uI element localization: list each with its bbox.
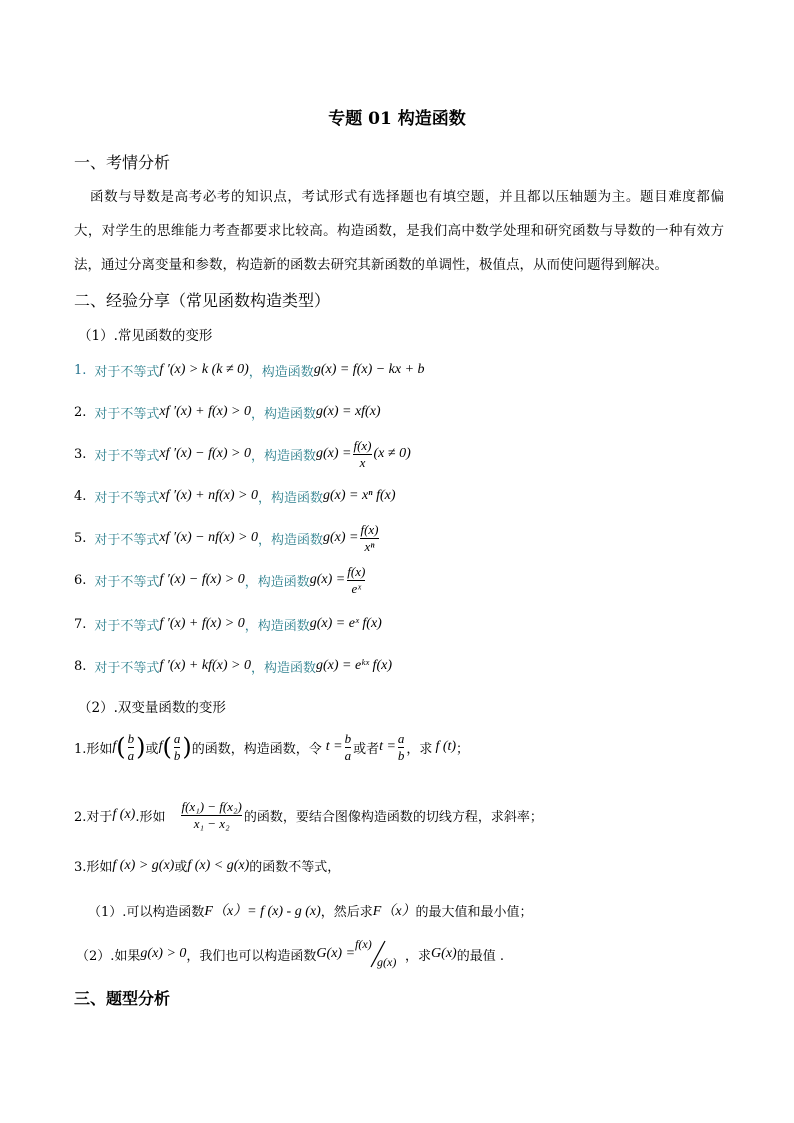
difference-function: F（x）= f (x) - g (x) xyxy=(204,904,321,919)
f-of-t: f (t) xyxy=(435,739,457,754)
item-mid: ，构造函数 xyxy=(257,490,323,506)
section-heading-2: 二、经验分享（常见函数构造类型） xyxy=(74,291,331,310)
rule-3-lead: 3.形如 xyxy=(74,860,113,875)
inequality: f ′(x) − f(x) > 0 xyxy=(159,572,245,587)
option-1-middle: ，然后求 xyxy=(320,904,373,920)
fraction xyxy=(174,731,181,764)
numerator: b xyxy=(344,730,352,746)
construction-item xyxy=(74,434,411,474)
rule-3-option-2 xyxy=(76,936,504,972)
item-prefix: 对于不等式 xyxy=(94,364,160,380)
fraction xyxy=(353,438,371,471)
numerator: f(x) xyxy=(353,437,372,453)
item-number: 4. xyxy=(74,488,87,504)
numerator: f(x₁) − f(x₂) xyxy=(181,798,242,814)
inequality: f ′(x) + kf(x) > 0 xyxy=(159,658,251,673)
item-number: 3. xyxy=(74,446,87,462)
fraction xyxy=(347,564,365,597)
left-paren: ( xyxy=(116,733,126,761)
subheading-common-functions: （1）.常见函数的变形 xyxy=(78,328,213,344)
numerator: f(x) xyxy=(355,937,372,951)
construction-item xyxy=(74,518,381,558)
semicolon: ； xyxy=(456,741,470,757)
constructed-function: g(x) = eᵏˣ f(x) xyxy=(315,658,392,673)
item-mid: ，构造函数 xyxy=(257,532,323,548)
denominator: a xyxy=(344,747,352,763)
section-heading-3: 三、题型分析 xyxy=(74,989,171,1008)
option-1-tail: 的最大值和最小值； xyxy=(415,904,533,920)
item-number: 2. xyxy=(74,404,87,420)
constructed-function: g(x) = xⁿ f(x) xyxy=(322,488,396,503)
right-paren: ) xyxy=(136,733,146,761)
construction-item xyxy=(74,560,367,600)
fraction xyxy=(360,522,378,555)
page-title: 专题 01 构造函数 xyxy=(328,109,466,129)
or-text: 或 xyxy=(174,860,188,875)
function-symbol: f xyxy=(112,739,117,754)
rule-2-tail: 的函数，要结合图像构造函数的切线方程，求斜率； xyxy=(243,809,543,825)
denominator: x xyxy=(359,454,366,470)
denominator: a xyxy=(127,747,135,763)
denominator: g(x) xyxy=(377,955,397,969)
fraction xyxy=(128,731,135,764)
item-mid: ，构造函数 xyxy=(250,406,316,422)
difference-quotient xyxy=(181,799,241,832)
G-of-x: G(x) xyxy=(431,946,457,961)
option-1-lead: （1）.可以构造函数 xyxy=(88,904,205,920)
inequality: xf ′(x) − nf(x) > 0 xyxy=(159,530,258,545)
item-mid: ，构造函数 xyxy=(250,448,316,464)
left-paren: ( xyxy=(162,733,172,761)
f-of-x: f (x) xyxy=(112,807,136,822)
item-mid: ，构造函数 xyxy=(250,660,316,676)
option-2-ask: ，求 xyxy=(405,948,432,964)
item-number: 5. xyxy=(74,530,87,546)
construction-item xyxy=(74,476,396,516)
function-lhs: g(x) = xyxy=(309,572,346,587)
rule-1-middle: 的函数，构造函数，令 xyxy=(191,741,322,757)
item-mid: ，构造函数 xyxy=(244,618,310,634)
constructed-function: g(x) = xf(x) xyxy=(315,404,381,419)
constructed-function: g(x) = eˣ f(x) xyxy=(309,616,382,631)
rule-3 xyxy=(74,856,340,875)
inequality: f ′(x) > k (k ≠ 0) xyxy=(159,362,249,377)
inequality-gt: f (x) > g(x) xyxy=(112,857,175,873)
numerator: b xyxy=(127,730,135,746)
t-equals: t = xyxy=(379,739,396,754)
option-2-middle: ，我们也可以构造函数 xyxy=(186,948,317,964)
option-2-lead: （2）.如果 xyxy=(76,948,141,964)
constructed-function: g(x) = f(x) − kx + b xyxy=(313,362,425,377)
numerator: a xyxy=(397,730,405,746)
function-lhs: g(x) = xyxy=(322,530,359,545)
or-text: 或 xyxy=(145,741,159,757)
construction-item xyxy=(74,646,392,686)
item-mid: ，构造函数 xyxy=(244,574,310,590)
section-1-paragraph: 函数与导数是高考必考的知识点，考试形式有选择题也有填空题，并且都以压轴题为主。题目难度都偏大，对学生的思维能力考查都要求比较高。构造函数，是我们高中数学处理和研究函数与导数的一种有效方法，通过分离变量和参数，构造新的函数去研究其新函数的单调性，极值点，从而使问题得到解决。 xyxy=(74,189,724,273)
item-number: 6. xyxy=(74,572,87,588)
numerator: f(x) xyxy=(347,563,366,579)
item-prefix: 对于不等式 xyxy=(94,406,160,422)
domain-condition: (x ≠ 0) xyxy=(373,446,411,461)
denominator: b xyxy=(173,747,181,763)
item-prefix: 对于不等式 xyxy=(94,490,160,506)
inequality: xf ′(x) − f(x) > 0 xyxy=(159,446,251,461)
inequality: xf ′(x) + f(x) > 0 xyxy=(159,404,251,419)
fraction xyxy=(345,731,352,764)
item-number: 8. xyxy=(74,658,87,674)
rule-1-tail: ，求 xyxy=(406,741,433,757)
or-else-text: 或者 xyxy=(353,741,380,757)
section-heading-1: 一、考情分析 xyxy=(74,153,171,172)
item-mid: ，构造函数 xyxy=(248,364,314,380)
construction-item xyxy=(74,350,425,390)
right-paren: ) xyxy=(182,733,192,761)
function-lhs: g(x) = xyxy=(315,446,352,461)
item-prefix: 对于不等式 xyxy=(94,660,160,676)
item-number: 7. xyxy=(74,616,87,632)
rule-3-option-1 xyxy=(88,900,533,920)
function-symbol: f xyxy=(158,739,163,754)
construction-item xyxy=(74,604,382,644)
positivity-condition: g(x) > 0 xyxy=(140,946,187,961)
item-prefix: 对于不等式 xyxy=(94,532,160,548)
G-of-x: G(x) = xyxy=(316,946,356,961)
option-2-tail: 的最值 . xyxy=(456,948,504,964)
rule-2-lead: 2.对于 xyxy=(74,809,113,825)
rule-1-lead: 1.形如 xyxy=(74,741,113,757)
numerator: a xyxy=(173,730,181,746)
numerator: f(x) xyxy=(360,521,379,537)
slash-fraction xyxy=(355,937,405,971)
item-number: 1. xyxy=(74,362,87,378)
rule-1 xyxy=(74,722,469,772)
construction-item xyxy=(74,392,381,432)
rule-2 xyxy=(74,792,543,838)
inequality: xf ′(x) + nf(x) > 0 xyxy=(159,488,258,503)
fraction xyxy=(398,731,405,764)
subheading-two-variable: （2）.双变量函数的变形 xyxy=(78,700,226,716)
denominator: x₁ − x₂ xyxy=(193,815,230,831)
t-equals: t = xyxy=(325,739,343,754)
denominator: b xyxy=(397,747,405,763)
inequality-lt: f (x) < g(x) xyxy=(187,857,250,873)
rule-3-tail: 的函数不等式， xyxy=(249,860,341,875)
item-prefix: 对于不等式 xyxy=(94,574,160,590)
F-of-x: F（x） xyxy=(372,904,416,919)
denominator: xⁿ xyxy=(364,538,375,554)
item-prefix: 对于不等式 xyxy=(94,618,160,634)
rule-2-shape: .形如 xyxy=(135,809,166,825)
item-prefix: 对于不等式 xyxy=(94,448,160,464)
inequality: f ′(x) + f(x) > 0 xyxy=(159,616,245,631)
denominator: eˣ xyxy=(351,580,361,596)
